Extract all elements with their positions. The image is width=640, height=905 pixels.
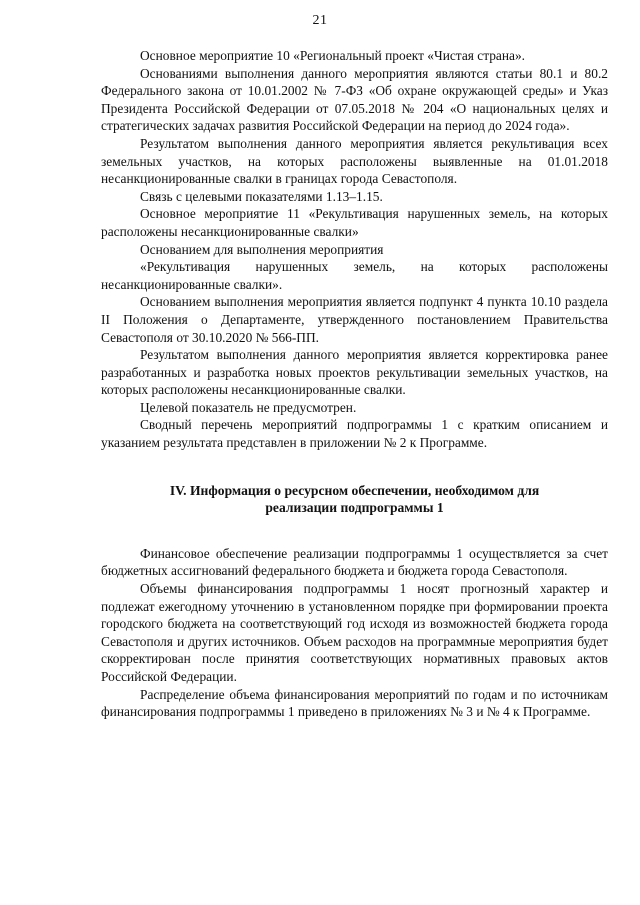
paragraph-financing: Финансовое обеспечение реализации подпрограммы 1 осуществляется за счет бюджетных ассигнований федерального бюджета и бюджета города Севастополя. — [101, 545, 608, 579]
document-body — [101, 47, 608, 721]
paragraph-summary-list: Сводный перечень мероприятий подпрограммы 1 с кратким описанием и указанием результата представлен в приложении № 2 к Программе. — [101, 417, 608, 451]
paragraph-financing-volumes: Объемы финансирования подпрограммы 1 носят прогнозный характер и подлежат ежегодному уточнению в установленном порядке при формировании проекта городского бюджета на соответствующий год исходя из возможностей бюджета города Севастополя и других источников. Объем расходов на программные мероприятия будет скорректирован после принятия соответствующих нормативных правовых актов Российской Федерации. — [101, 581, 608, 684]
paragraph-measure-11-title: Основное мероприятие 11 «Рекультивация нарушенных земель, на которых расположены несанкционированные свалки» — [101, 206, 608, 239]
section-heading: IV. Информация о ресурсном обеспечении, необходимом для реализации подпрограммы 1 — [169, 482, 540, 516]
paragraph-measure-10-title: Основное мероприятие 10 «Региональный проект «Чистая страна». — [140, 48, 526, 63]
page-number: 21 — [312, 13, 328, 28]
paragraph-measure-11-name: «Рекультивация нарушенных земель, на которых расположены несанкционированные свалки». — [101, 259, 608, 292]
paragraph-measure-11-basis: Основанием выполнения мероприятия является подпункт 4 пункта 10.10 раздела II Положения о Департаменте, утвержденного постановлением Правительства Севастополя от 30.10.2020 № 566-ПП. — [101, 294, 608, 345]
paragraph-measure-11-result: Результатом выполнения данного мероприятия является корректировка ранее разработанных и разработка новых проектов рекультивации земельных участков, на которых расположены несанкционированные свалки. — [101, 347, 608, 398]
paragraph-measure-11-basis-intro: Основанием для выполнения мероприятия — [140, 241, 384, 257]
paragraph-target-indicators: Связь с целевыми показателями 1.13–1.15. — [140, 188, 383, 204]
paragraph-financing-distribution: Распределение объема финансирования мероприятий по годам и по источникам финансирования подпрограммы 1 приведено в приложениях № 3 и № 4 к Программе. — [101, 686, 608, 720]
paragraph-measure-10-result: Результатом выполнения данного мероприятия является рекультивация всех земельных участков, на которых расположены выявленные на 01.01.2018 несанкционированные свалки в границах города Севастополя. — [101, 135, 608, 187]
paragraph-no-indicator: Целевой показатель не предусмотрен. — [140, 399, 357, 415]
paragraph-measure-10-basis: Основаниями выполнения данного мероприятия являются статьи 80.1 и 80.2 Федерального закона от 10.01.2002 № 7-ФЗ «Об охране окружающей среды» и Указ Президента Российской Федерации от 07.05.2018 № 204 «О национальных целях и стратегических задачах развития Российской Федерации на период до 2024 года». — [101, 65, 608, 134]
